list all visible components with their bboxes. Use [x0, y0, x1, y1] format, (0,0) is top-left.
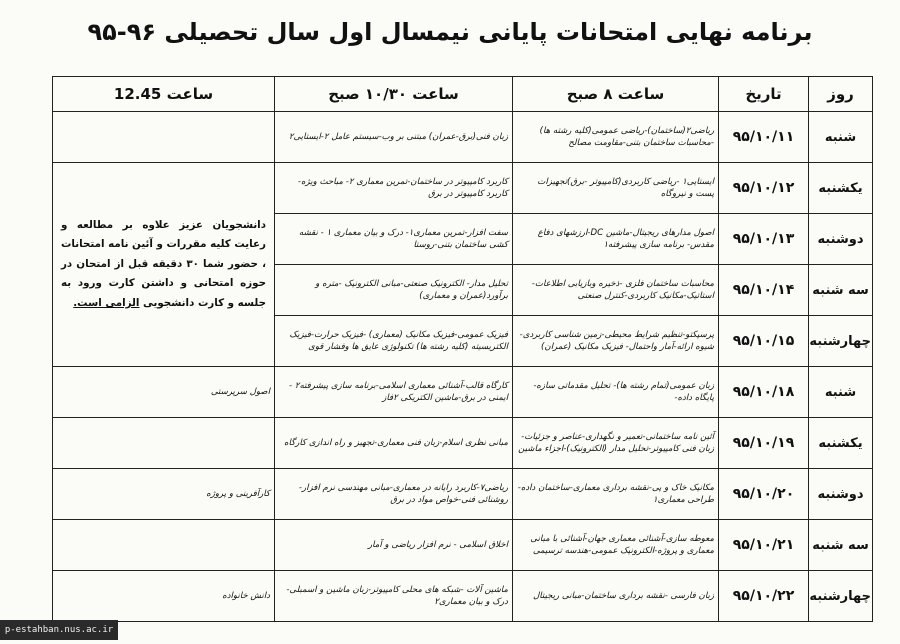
row-day: یکشنبه [809, 163, 873, 214]
exam-schedule-table [52, 76, 873, 622]
row-date: ۹۵/۱۰/۱۲ [719, 163, 809, 214]
row-slot1: مکانیک خاک و پی-نقشه برداری معماری-ساختمان داده- طراحی معماری۱ [513, 469, 719, 520]
row-date: ۹۵/۱۰/۱۸ [719, 367, 809, 418]
header-slot-1030am: ساعت ۱۰/۳۰ صبح [275, 77, 513, 112]
header-row [53, 77, 873, 112]
row-slot2: سفت افزار-تمرین معماری۱- درک و بیان معماری ۱ - نقشه کشی ساختمان بتنی-روستا [275, 214, 513, 265]
row-slot2: اخلاق اسلامی - نرم افزار ریاضی و آمار [275, 520, 513, 571]
row-date: ۹۵/۱۰/۲۲ [719, 571, 809, 622]
header-slot-1245: ساعت 12.45 [53, 77, 275, 112]
row-date: ۹۵/۱۰/۱۴ [719, 265, 809, 316]
row-day: دوشنبه [809, 214, 873, 265]
row-slot2: کارگاه قالب-آشنائی معماری اسلامی-برنامه سازی پیشرفته۲ - ایمنی در برق-ماشین الکتریکی ۲فاز [275, 367, 513, 418]
row-slot1: زبان عمومی(تمام رشته ها)- تحلیل مقدماتی سازه-پایگاه داده- [513, 367, 719, 418]
row-day: چهارشنبه [809, 571, 873, 622]
row-day: دوشنبه [809, 469, 873, 520]
row-date: ۹۵/۱۰/۲۰ [719, 469, 809, 520]
row-slot2: ماشین آلات -شبکه های محلی کامپیوتر-زبان ماشین و اسمبلی-درک و بیان معماری۲ [275, 571, 513, 622]
table-row [53, 520, 873, 571]
row-date: ۹۵/۱۰/۱۳ [719, 214, 809, 265]
notice-text: دانشجویان عزیز علاوه بر مطالعه و رعایت کلیه مقررات و آئین نامه امتحانات ، حضور شما ۳۰ دقیقه قبل از امتحان در حوزه امتحانی و داشتن کارت ورود به جلسه و کارت دانشجویی [61, 218, 266, 309]
header-date: تاریخ [719, 77, 809, 112]
row-slot3: کارآفرینی و پروژه [53, 469, 275, 520]
row-slot2: تحلیل مدار- الکترونیک صنعتی-مبانی الکترونیک -متره و برآورد(عمران و معماری) [275, 265, 513, 316]
row-slot3 [53, 520, 275, 571]
row-day: شنبه [809, 112, 873, 163]
row-day: سه شنبه [809, 265, 873, 316]
table-row [53, 571, 873, 622]
row-slot3 [53, 418, 275, 469]
row-slot2: ریاضی۷-کاربرد رایانه در معماری-مبانی مهندسی نرم افزار-روشنائی فنی-خواص مواد در برق [275, 469, 513, 520]
header-day: روز [809, 77, 873, 112]
row-slot2: مبانی نظری اسلام-زبان فنی معماری-تجهیز و راه اندازی کارگاه [275, 418, 513, 469]
row-slot1: معوطه سازی-آشنائی معماری جهان-آشنائی با مبانی معماری و پروژه-الکترونیک عمومی-هندسه ترسیمی [513, 520, 719, 571]
row-slot1: محاسبات ساختمان فلزی -ذخیره وبازیابی اطلاعات-استاتیک-مکانیک کاربردی-کنترل صنعتی [513, 265, 719, 316]
row-slot1: اصول مدارهای ریجیتال-ماشین DC-ارزشهای دفاع مقدس- برنامه سازی پیشرفته۱ [513, 214, 719, 265]
row-slot1: ایستایی۱ -ریاضی کاربردی(کامپیوتر -برق)تجهیزات پست و نیروگاه [513, 163, 719, 214]
row-slot1: آئین نامه ساختمانی-تعمیر و نگهداری-عناصر و جزئیات-زبان فنی کامپیوتر-تحلیل مدار (الکترونیک)-اجزاء ماشین [513, 418, 719, 469]
row-slot1: ریاضی۲(ساختمان)-ریاضی عمومی(کلیه رشته ها) -محاسبات ساختمان بتنی-مقاومت مصالح [513, 112, 719, 163]
row-date: ۹۵/۱۰/۱۱ [719, 112, 809, 163]
row-date: ۹۵/۱۰/۲۱ [719, 520, 809, 571]
row-slot2: فیزیک عمومی-فیزیک مکانیک (معماری) -فیزیک حرارت-فیزیک الکتریسیته (کلیه رشته ها) تکنولوژی عایق ها وفشار قوی [275, 316, 513, 367]
table-row [53, 418, 873, 469]
exam-notice [53, 163, 275, 367]
row-slot2: کاربرد کامپیوتر در ساختمان-تمرین معماری ۲- مباحث ویژه-کاربرد کامپیوتر در برق [275, 163, 513, 214]
row-day: یکشنبه [809, 418, 873, 469]
row-day: سه شنبه [809, 520, 873, 571]
table-row [53, 163, 873, 214]
row-date: ۹۵/۱۰/۱۵ [719, 316, 809, 367]
row-date: ۹۵/۱۰/۱۹ [719, 418, 809, 469]
table-row [53, 469, 873, 520]
row-slot1: زبان فارسی -نقشه برداری ساختمان-مبانی ریجیتال [513, 571, 719, 622]
row-slot3 [53, 112, 275, 163]
row-slot3: اصول سرپرستی [53, 367, 275, 418]
table-row [53, 367, 873, 418]
table-row [53, 112, 873, 163]
page-title: برنامه نهایی امتحانات پایانی نیمسال اول سال تحصیلی ۹۶-۹۵ [87, 18, 813, 46]
row-day: شنبه [809, 367, 873, 418]
header-slot-8am: ساعت ۸ صبح [513, 77, 719, 112]
notice-emphasis: الزامی است. [73, 296, 140, 309]
row-slot2: زبان فنی(برق-عمران) مبتنی بر وب-سیستم عامل ۲-ایستایی۲ [275, 112, 513, 163]
footer-site-url[interactable]: p-estahban.nus.ac.ir [0, 620, 118, 640]
row-day: چهارشنبه [809, 316, 873, 367]
row-slot1: پرسپکتو-تنظیم شرایط محیطی-زمین شناسی کاربردی-شیوه ارائه-آمار واحتمال- فیزیک مکانیک (عمران) [513, 316, 719, 367]
row-slot3: دانش خانواده [53, 571, 275, 622]
